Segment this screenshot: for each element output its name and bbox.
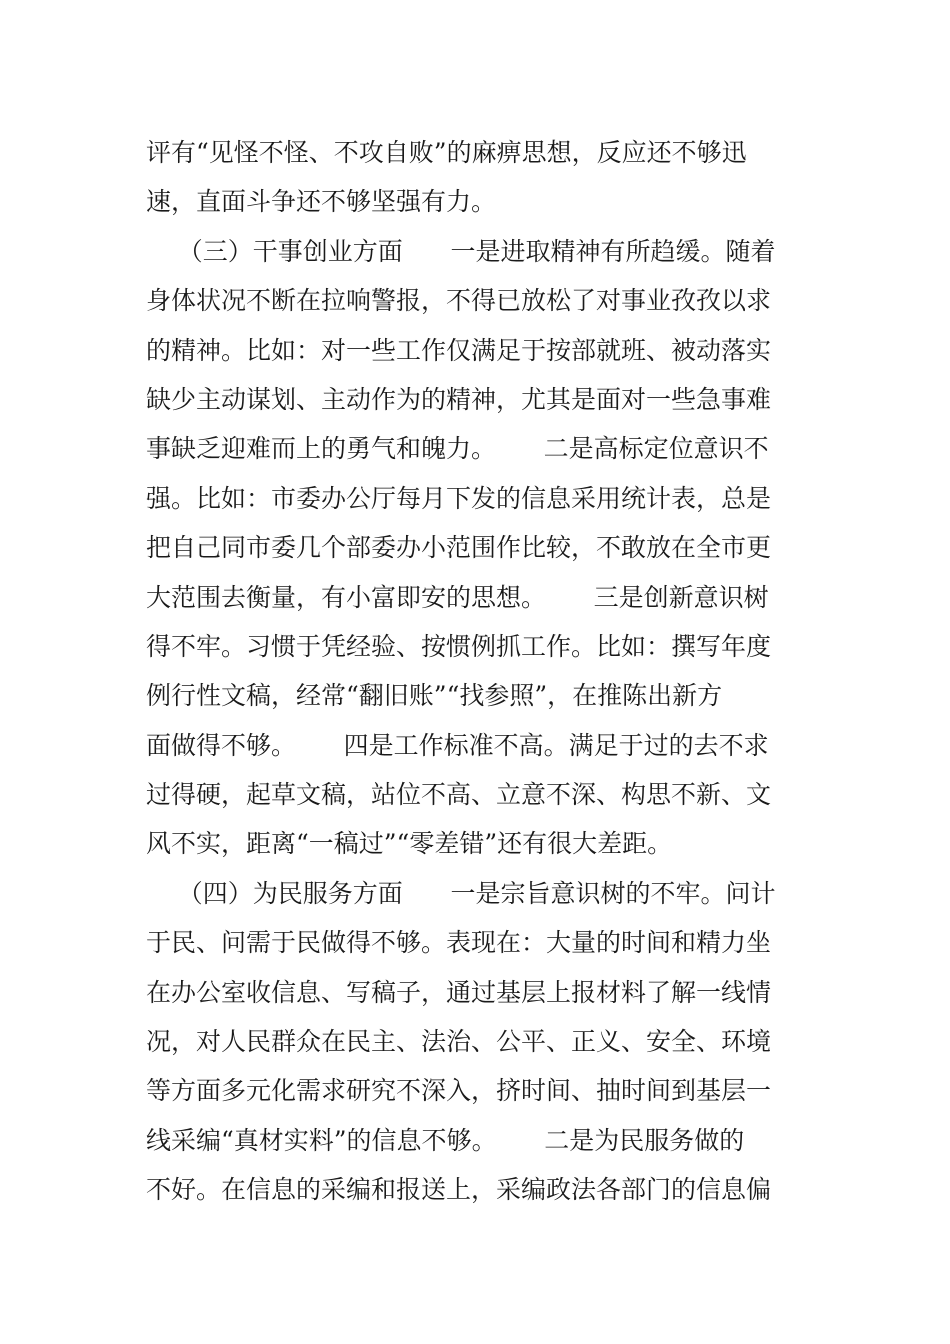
text-line: 例行性文稿，经常“翻旧账”“找参照”，在推陈出新方: [146, 681, 723, 711]
text-line: 不好。在信息的采编和报送上，采编政法各部门的信息偏: [146, 1175, 772, 1205]
text-line: 等方面多元化需求研究不深入，挤时间、抽时间到基层一: [146, 1076, 772, 1106]
text-line: 把自己同市委几个部委办小范围作比较，不敢放在全市更: [146, 533, 772, 563]
text-line: 强。比如：市委办公厅每月下发的信息采用统计表，总是: [146, 483, 772, 513]
text-line: （四）为民服务方面 一是宗旨意识树的不牢。问计: [146, 878, 776, 908]
text-line: 评有“见怪不怪、不攻自败”的麻痹思想，反应还不够迅: [146, 138, 747, 167]
text-line: 缺少主动谋划、主动作为的精神，尤其是面对一些急事难: [146, 384, 772, 414]
text-line: 大范围去衡量，有小富即安的思想。 三是创新意识树: [146, 582, 769, 612]
text-line: （三）干事创业方面 一是进取精神有所趋缓。随着: [146, 236, 776, 266]
body-text: [146, 128, 811, 1215]
text-line: 面做得不够。 四是工作标准不高。满足于过的去不求: [146, 730, 769, 760]
text-line: 于民、问需于民做得不够。表现在：大量的时间和精力坐: [146, 928, 772, 958]
text-line: 事缺乏迎难而上的勇气和魄力。 二是高标定位意识不: [146, 434, 769, 464]
text-line: 过得硬，起草文稿，站位不高、立意不深、构思不新、文: [146, 780, 772, 810]
text-line: 身体状况不断在拉响警报，不得已放松了对事业孜孜以求: [146, 286, 772, 316]
text-line: 在办公室收信息、写稿子，通过基层上报材料了解一线情: [146, 977, 772, 1007]
text-line: 得不牢。习惯于凭经验、按惯例抓工作。比如：撰写年度: [146, 631, 772, 661]
text-line: 线采编“真材实料”的信息不够。 二是为民服务做的: [146, 1125, 745, 1155]
text-line: 的精神。比如：对一些工作仅满足于按部就班、被动落实: [146, 335, 772, 365]
text-line: 风不实，距离“一稿过”“零差错”还有很大差距。: [146, 829, 673, 859]
text-line: 速，直面斗争还不够坚强有力。: [146, 187, 497, 217]
text-line: 况，对人民群众在民主、法治、公平、正义、安全、环境: [146, 1027, 772, 1057]
